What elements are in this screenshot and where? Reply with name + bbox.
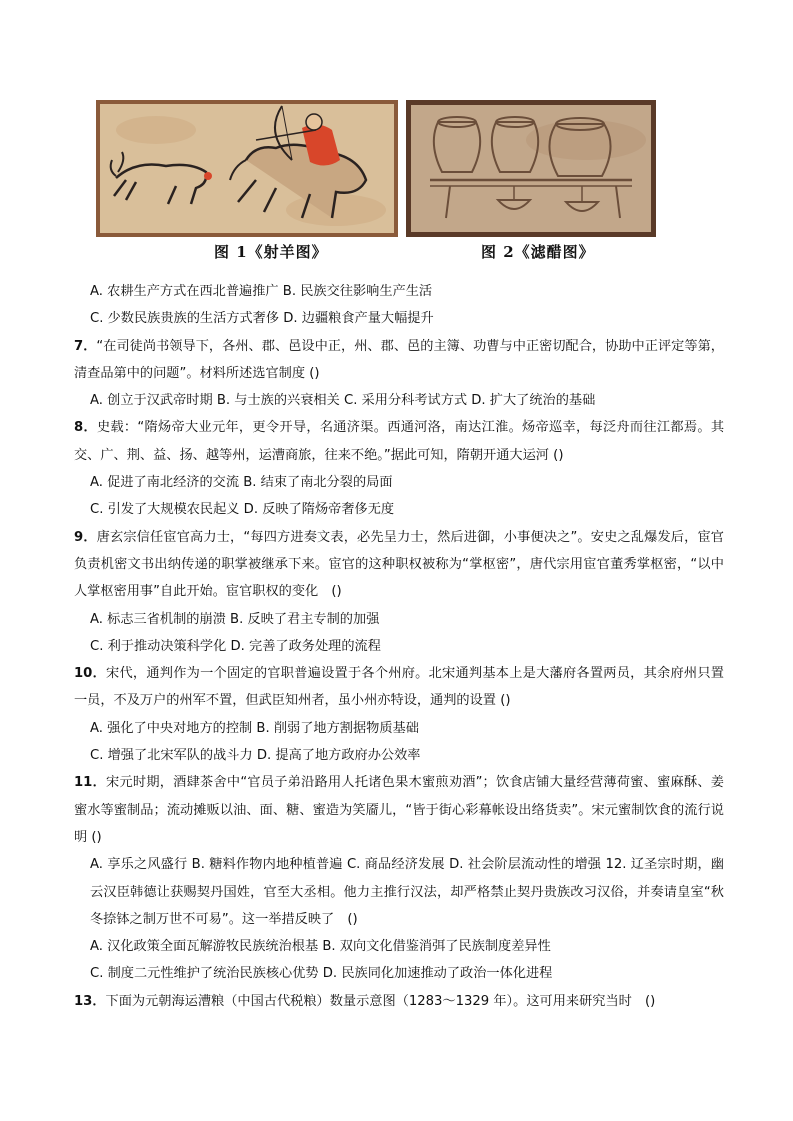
question-9 [74, 524, 724, 606]
question-stem: 宋元时期，酒肆茶舍中“官员子弟沿路用人托诸色果木蜜煎劝酒”；饮食店铺大量经营薄荷蜜、蜜麻酥、姜蜜水等蜜制品；流动摊贩以油、面、糖、蜜造为笑靥儿，“皆于街心彩幕帐设出络货卖”。宋元蜜制饮食的流行说明 () [74, 775, 724, 845]
q8-option-line: A. 促进了南北经济的交流 B. 结束了南北分裂的局面 [90, 475, 393, 491]
q9-option-line: C. 利于推动决策科学化 D. 完善了政务处理的流程 [90, 638, 381, 654]
q6-option-line: C. 少数民族贵族的生活方式奢侈 D. 边疆粮食产量大幅提升 [90, 311, 434, 327]
question-number: 7． [74, 338, 97, 354]
question-text [74, 278, 724, 1015]
question-number: 9． [74, 529, 97, 545]
vinegar-brick-image [406, 100, 656, 237]
question-10 [74, 660, 724, 715]
question-number: 13． [74, 993, 106, 1009]
question-stem: 唐玄宗信任宦官高力士，“每四方进奏文表，必先呈力士，然后进御，小事便决之”。安史之乱爆发后，宦官负责机密文书出纳传递的职掌被继承下来。宦官的这种职权被称为“掌枢密”，唐代宗用宦官董秀掌枢密，“以中人掌枢密用事”自此开始。宦官职权的变化 () [74, 529, 724, 600]
q10-option-line: C. 增强了北宋军队的战斗力 D. 提高了地方政府办公效率 [90, 748, 421, 764]
figure-1-caption: 图 1《射羊图》 [214, 243, 328, 261]
question-stem: 宋代，通判作为一个固定的官职普遍设置于各个州府。北宋通判基本上是大藩府各置两员，其余府州只置一员，不及万户的州军不置，但武臣知州者，虽小州亦特设，通判的设置 () [74, 666, 724, 709]
figure-2-caption: 图 2《滤醋图》 [481, 243, 595, 261]
q6-option-line: A. 农耕生产方式在西北普遍推广 B. 民族交往影响生产生活 [90, 284, 433, 299]
question-number: 10． [74, 666, 107, 682]
question-stem: 下面为元朝海运漕粮（中国古代税粮）数量示意图（1283～1329 年）。这可用来研究当时 () [105, 993, 656, 1009]
q12-option-line: A. 汉化政策全面瓦解游牧民族统治根基 B. 双向文化借鉴消弭了民族制度差异性 [90, 939, 551, 955]
q7-option-line: A. 创立于汉武帝时期 B. 与士族的兴衰相关 C. 采用分科考试方式 D. 扩大了统治的基础 [90, 393, 596, 409]
question-8 [74, 414, 724, 469]
question-11 [74, 769, 724, 851]
q8-option-line: C. 引发了大规模农民起义 D. 反映了隋炀帝奢侈无度 [90, 502, 395, 518]
hunting-mural-image [96, 100, 398, 237]
q12-option-line: C. 制度二元性维护了统治民族核心优势 D. 民族同化加速推动了政治一体化进程 [90, 966, 553, 982]
question-13 [74, 988, 724, 1015]
figure-row [96, 100, 658, 268]
question-stem: “在司徒尚书领导下，各州、郡、邑设中正，州、郡、邑的主簿、功曹与中正密切配合，协助中正评定等第，清查品第中的问题”。材料所述选官制度 () [74, 338, 724, 381]
question-number: 11． [74, 775, 107, 791]
question-number: 8． [74, 420, 97, 436]
question-7 [74, 333, 724, 388]
question-stem: 史载：“隋炀帝大业元年，更令开导，名通济渠。西通河洛，南达江淮。炀帝巡幸，每泛舟而往江都焉。其交、广、荆、益、扬、越等州，运漕商旅，往来不绝。”据此可知，隋朝开通大运河 () [74, 420, 725, 463]
q11-options-and-question-12: A. 享乐之风盛行 B. 糖料作物内地种植普遍 C. 商品经济发展 D. 社会阶层流动性的增强 12. 辽圣宗时期，幽云汉臣韩德让获赐契丹国姓，官至大丞相。他力主推行汉法，却严格禁止契丹贵族改习汉俗，并奏请皇室“秋冬捺钵之制万世不可易”。这一举措反映了 () [90, 857, 724, 927]
q9-option-line: A. 标志三省机制的崩溃 B. 反映了君主专制的加强 [90, 611, 380, 627]
q10-option-line: A. 强化了中央对地方的控制 B. 削弱了地方割据物质基础 [90, 720, 419, 736]
